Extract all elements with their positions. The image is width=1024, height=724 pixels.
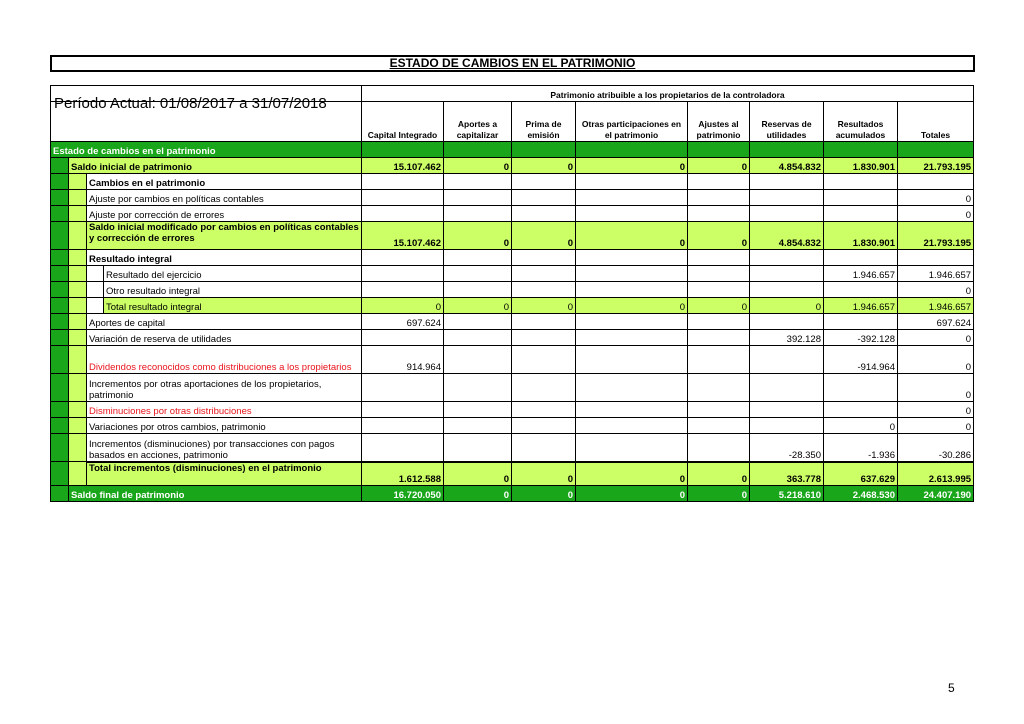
cell: 0 [688,222,750,250]
cell: 0 [512,486,576,502]
cell [688,418,750,434]
cell [512,282,576,298]
cell: 637.629 [824,462,898,486]
row-label: Saldo inicial de patrimonio [69,158,362,174]
cell [362,418,444,434]
cell [362,206,444,222]
table-row [51,314,974,330]
table-row [51,486,974,502]
cell [576,402,688,418]
cell: 0 [898,346,974,374]
cell: 392.128 [750,330,824,346]
cell: 0 [898,190,974,206]
column-header: Capital Integrado [362,102,444,142]
cell [362,402,444,418]
table-row [51,462,974,486]
table-row [51,250,974,266]
section-row [51,142,974,158]
column-header-row [51,102,974,142]
cell [444,434,512,462]
cell [576,314,688,330]
cell [362,266,444,282]
cell [444,314,512,330]
cell [576,282,688,298]
cell [750,418,824,434]
table-row [51,222,974,250]
cell [688,346,750,374]
statement-title: ESTADO DE CAMBIOS EN EL PATRIMONIO [50,55,975,72]
cell: 0 [688,486,750,502]
cell [688,190,750,206]
period-label: Período Actual: 01/08/2017 a 31/07/2018 [54,95,327,112]
table-row [51,266,974,282]
column-header: Aportes a capitalizar [444,102,512,142]
cell: 1.946.657 [898,298,974,314]
cell [576,266,688,282]
cell [512,314,576,330]
row-label: Incrementos (disminuciones) por transacciones con pagos basados en acciones, patrimonio [87,434,362,462]
cell [444,266,512,282]
cell [362,282,444,298]
table-row [51,346,974,374]
table-row [51,174,974,190]
row-label: Disminuciones por otras distribuciones [87,402,362,418]
cell: 5.218.610 [750,486,824,502]
cell [750,190,824,206]
cell: 0 [512,298,576,314]
table-row [51,206,974,222]
cell: 0 [898,418,974,434]
table-row [51,418,974,434]
cell: 1.830.901 [824,222,898,250]
cell: -28.350 [750,434,824,462]
cell [362,190,444,206]
group-header-row [51,86,974,102]
cell [824,374,898,402]
cell: 697.624 [362,314,444,330]
cell [688,314,750,330]
cell: -392.128 [824,330,898,346]
cell [688,330,750,346]
cell: 15.107.462 [362,222,444,250]
column-header: Reservas de utilidades [750,102,824,142]
cell: 15.107.462 [362,158,444,174]
cell [576,330,688,346]
column-header: Resultados acumulados [824,102,898,142]
cell: 0 [444,222,512,250]
cell [444,374,512,402]
table-row [51,158,974,174]
cell [824,206,898,222]
cell: 0 [688,462,750,486]
cell: -1.936 [824,434,898,462]
column-header: Totales [898,102,974,142]
cell: 0 [898,374,974,402]
cell [750,282,824,298]
cell [750,402,824,418]
cell: 0 [576,222,688,250]
cell [444,206,512,222]
cell [512,402,576,418]
cell [824,190,898,206]
cell [444,190,512,206]
cell: 0 [898,282,974,298]
cell [576,190,688,206]
table-row [51,402,974,418]
cell [444,282,512,298]
cell [688,206,750,222]
cell: 21.793.195 [898,222,974,250]
group-header: Patrimonio atribuible a los propietarios de la controladora [362,86,974,102]
row-label: Resultado del ejercicio [104,266,362,282]
cell: 4.854.832 [750,158,824,174]
cell: 0 [512,462,576,486]
cell [512,190,576,206]
cell [688,374,750,402]
cell [512,266,576,282]
cell [750,346,824,374]
cell: 697.624 [898,314,974,330]
row-label: Saldo final de patrimonio [69,486,362,502]
equity-changes-table [50,85,974,502]
cell: 0 [576,462,688,486]
cell [688,266,750,282]
table-row [51,374,974,402]
cell: 21.793.195 [898,158,974,174]
table-row [51,330,974,346]
column-header: Prima de emisión [512,102,576,142]
cell: 2.468.530 [824,486,898,502]
row-label: Variación de reserva de utilidades [87,330,362,346]
cell [512,330,576,346]
cell: 24.407.190 [898,486,974,502]
cell: 1.612.588 [362,462,444,486]
cell: 0 [444,486,512,502]
cell: 0 [750,298,824,314]
cell: 0 [576,298,688,314]
cell [576,346,688,374]
cell [824,282,898,298]
cell: 0 [898,330,974,346]
cell [750,374,824,402]
row-label: Aportes de capital [87,314,362,330]
row-label: Total incrementos (disminuciones) en el patrimonio [87,462,362,486]
section-label: Estado de cambios en el patrimonio [51,142,362,158]
row-label: Incrementos por otras aportaciones de los propietarios, patrimonio [87,374,362,402]
cell: 363.778 [750,462,824,486]
cell [362,434,444,462]
row-label: Variaciones por otros cambios, patrimonio [87,418,362,434]
cell [576,374,688,402]
cell [512,206,576,222]
cell [576,418,688,434]
column-header: Ajustes al patrimonio [688,102,750,142]
cell [750,314,824,330]
cell: -914.964 [824,346,898,374]
cell [824,402,898,418]
cell [576,434,688,462]
table-row [51,282,974,298]
cell: 1.946.657 [898,266,974,282]
cell [444,418,512,434]
cell: 0 [898,402,974,418]
cell: -30.286 [898,434,974,462]
cell: 0 [576,486,688,502]
cell: 0 [444,158,512,174]
row-label: Cambios en el patrimonio [87,174,362,190]
row-label: Ajuste por corrección de errores [87,206,362,222]
column-header: Otras participaciones en el patrimonio [576,102,688,142]
cell [688,402,750,418]
row-label: Otro resultado integral [104,282,362,298]
cell [444,330,512,346]
cell: 1.830.901 [824,158,898,174]
cell: 0 [824,418,898,434]
cell [512,374,576,402]
cell: 16.720.050 [362,486,444,502]
cell [688,434,750,462]
cell: 1.946.657 [824,298,898,314]
cell [444,346,512,374]
cell: 2.613.995 [898,462,974,486]
cell [688,282,750,298]
cell: 0 [512,158,576,174]
cell [444,402,512,418]
cell: 1.946.657 [824,266,898,282]
cell: 4.854.832 [750,222,824,250]
cell [750,266,824,282]
table-row [51,434,974,462]
row-label: Saldo inicial modificado por cambios en políticas contables y corrección de errores [87,222,362,250]
table-row [51,298,974,314]
cell: 0 [512,222,576,250]
cell: 914.964 [362,346,444,374]
page-number: 5 [948,681,955,695]
cell: 0 [688,158,750,174]
cell: 0 [898,206,974,222]
cell [362,330,444,346]
cell [750,206,824,222]
cell [576,206,688,222]
cell [512,434,576,462]
row-label: Dividendos reconocidos como distribuciones a los propietarios [87,346,362,374]
cell [362,374,444,402]
cell: 0 [576,158,688,174]
row-label: Resultado integral [87,250,362,266]
cell: 0 [444,462,512,486]
table-row [51,190,974,206]
cell [512,418,576,434]
cell: 0 [362,298,444,314]
cell [824,314,898,330]
row-label: Ajuste por cambios en políticas contables [87,190,362,206]
row-label: Total resultado integral [104,298,362,314]
cell: 0 [688,298,750,314]
cell: 0 [444,298,512,314]
cell [512,346,576,374]
